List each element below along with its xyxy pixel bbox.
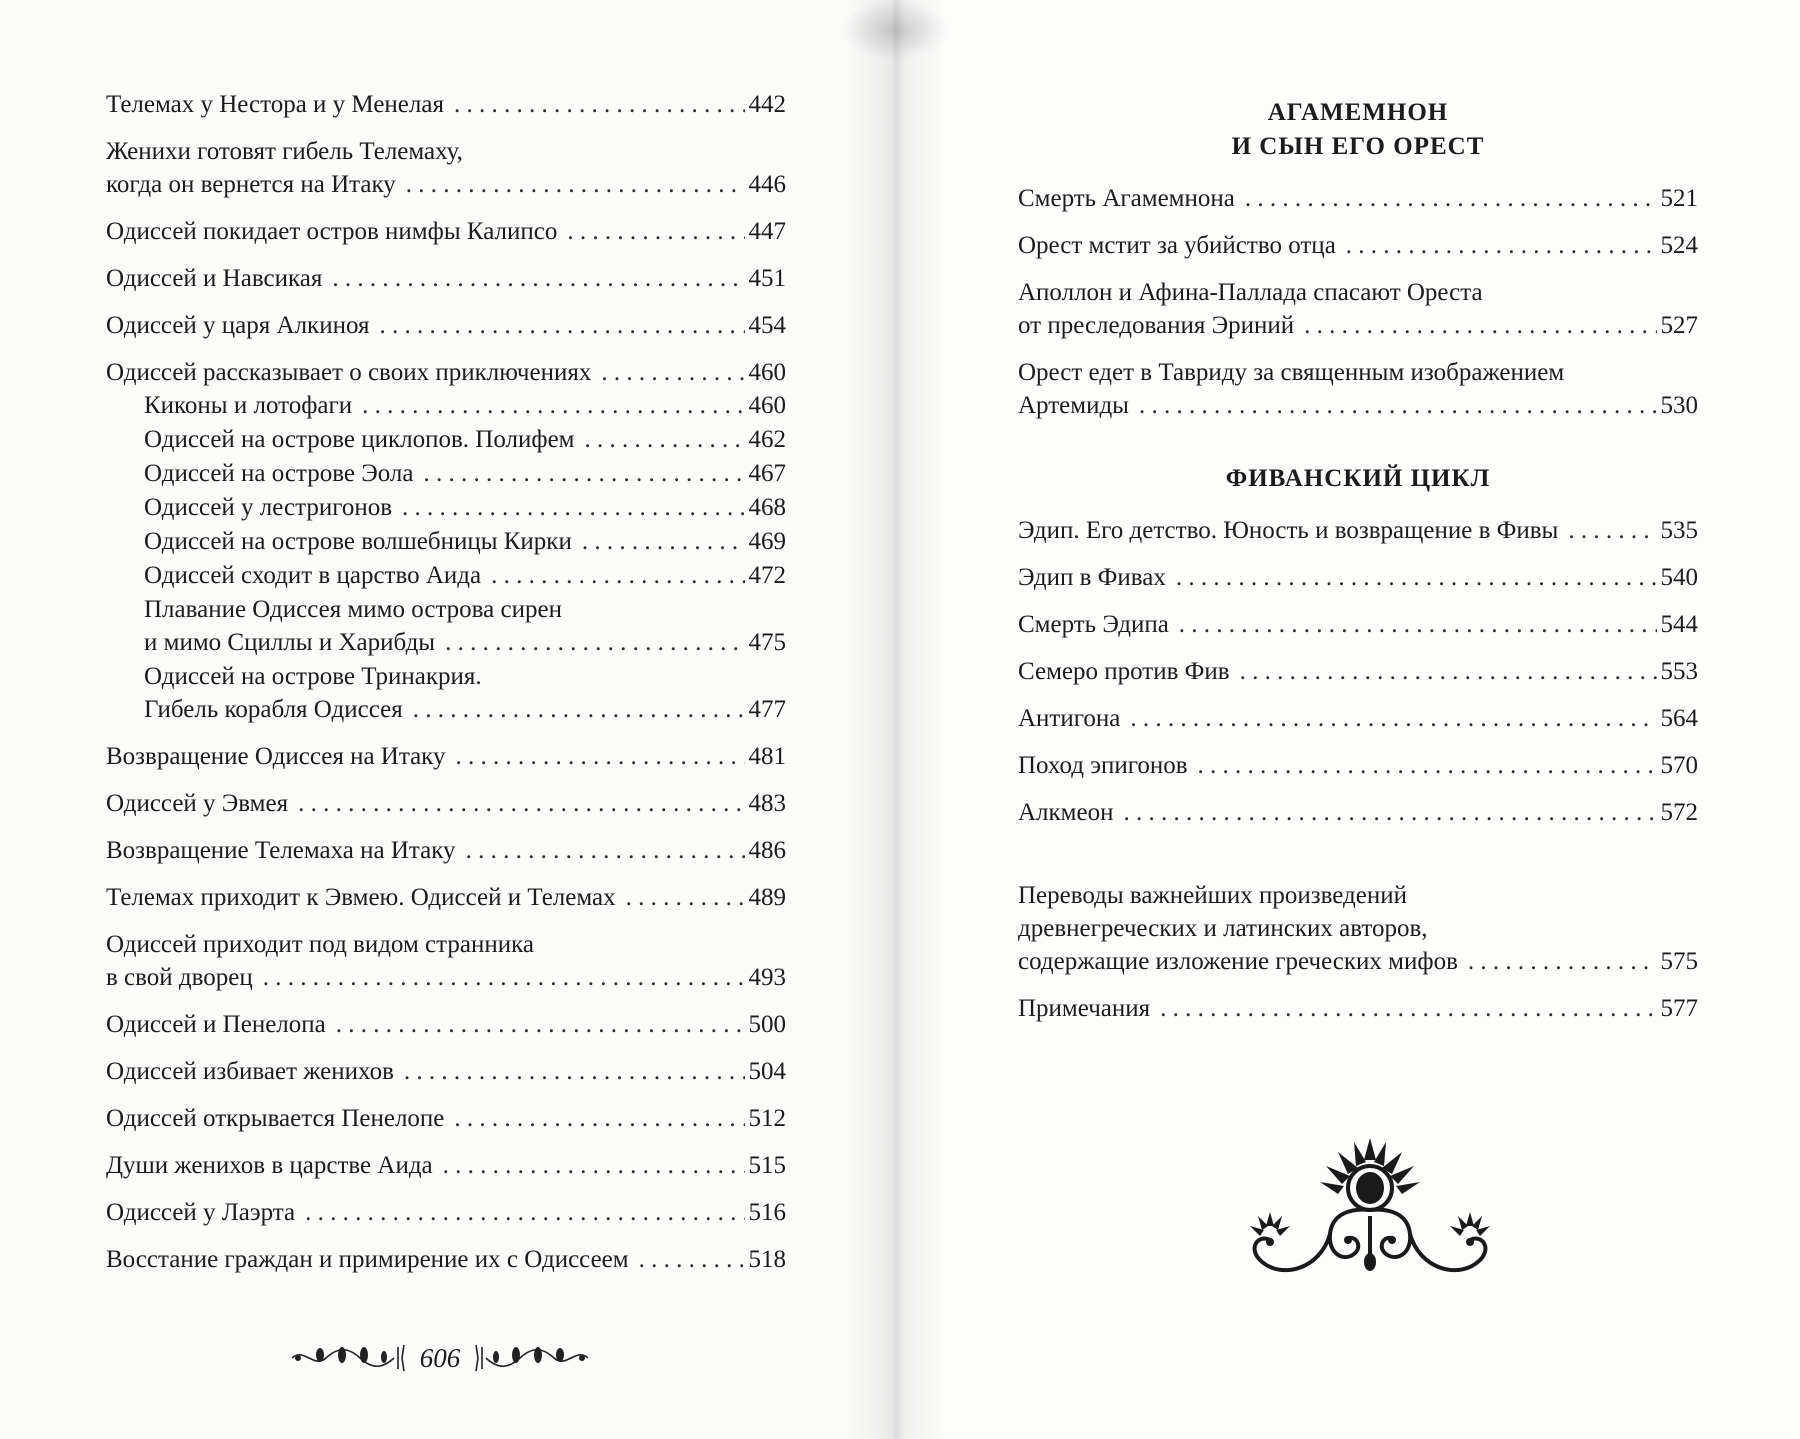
dot-leader <box>1176 561 1657 594</box>
dot-leader <box>379 309 744 342</box>
page-number: 606 <box>419 1342 461 1373</box>
toc-entry-title: Одиссей открывается Пенелопе <box>106 1105 445 1132</box>
toc-entry-title: Одиссей рассказывает о своих приключениях <box>106 359 592 386</box>
dot-leader <box>263 961 745 994</box>
toc-page-number: 451 <box>748 265 786 292</box>
right-vine-ornament-icon <box>470 1343 590 1373</box>
toc-page-number: 575 <box>1660 948 1698 975</box>
toc-entry-title: Одиссей на острове циклопов. Полифем <box>144 426 575 453</box>
dot-leader <box>1130 702 1656 735</box>
toc-entry <box>106 88 786 121</box>
toc-entry <box>106 356 786 389</box>
toc-entry <box>1018 879 1698 978</box>
toc-entry-title: Одиссей на острове волшебницы Кирки <box>144 528 572 555</box>
toc-entry-title: Семеро против Фив <box>1018 658 1230 685</box>
toc-entry-title: Одиссей и Навсикая <box>106 265 323 292</box>
toc-page-number: 454 <box>748 312 786 339</box>
toc-entry-title: Одиссей у царя Алкиноя <box>106 312 370 339</box>
toc-entry-title: Алкмеон <box>1018 799 1114 826</box>
toc-entry <box>1018 356 1698 422</box>
toc-page-number: 570 <box>1660 752 1698 779</box>
dot-leader <box>1245 182 1657 215</box>
toc-page-number: 481 <box>748 743 786 770</box>
toc-entry-title: Телемах приходит к Эвмею. Одиссей и Телемах <box>106 884 616 911</box>
toc-entry-title: Одиссей у лестригонов <box>144 494 393 521</box>
toc-entry-title: от преследования Эриний <box>1018 312 1295 339</box>
toc-page-number: 530 <box>1660 392 1698 419</box>
toc-subentry <box>106 491 786 524</box>
toc-entry <box>106 1149 786 1182</box>
toc-entry-title: Антигона <box>1018 705 1121 732</box>
spacer <box>1018 843 1698 879</box>
section-title <box>1018 96 1698 164</box>
toc-entry-title: древнегреческих и латинских авторов, <box>1018 915 1428 942</box>
dot-leader <box>402 491 744 524</box>
dot-leader <box>1304 309 1656 342</box>
toc-entry-title: Аполлон и Афина-Паллада спасают Ореста <box>1018 279 1483 306</box>
toc-entry <box>106 834 786 867</box>
toc-entry-title: Одиссей на острове Эола <box>144 460 414 487</box>
toc-page-number: 553 <box>1660 658 1698 685</box>
toc-page-number: 467 <box>748 460 786 487</box>
dot-leader <box>584 423 744 456</box>
toc-entry <box>106 1102 786 1135</box>
toc-entry <box>106 135 786 201</box>
toc-page-number: 544 <box>1660 611 1698 638</box>
toc-subentry <box>106 389 786 422</box>
toc-subentry <box>106 660 786 726</box>
left-vine-ornament-icon <box>290 1343 410 1373</box>
toc-page-number: 460 <box>748 392 786 419</box>
toc-page-number: 540 <box>1660 564 1698 591</box>
dot-leader <box>445 626 744 659</box>
toc-subentry <box>106 559 786 592</box>
toc-entry <box>106 928 786 994</box>
dot-leader <box>455 740 744 773</box>
toc-entry-title: Орест мстит за убийство отца <box>1018 232 1336 259</box>
page-footer <box>270 1338 610 1378</box>
toc-entry-title: Артемиды <box>1018 392 1129 419</box>
book-gutter <box>846 0 946 1439</box>
dot-leader <box>406 168 745 201</box>
dot-leader <box>1468 945 1657 978</box>
toc-page-number: 524 <box>1660 232 1698 259</box>
toc-entry <box>106 1008 786 1041</box>
toc-entry <box>1018 276 1698 342</box>
toc-entry <box>1018 561 1698 594</box>
toc-entry-title: Одиссей у Лаэрта <box>106 1199 296 1226</box>
toc-entry-title: Киконы и лотофаги <box>144 392 353 419</box>
toc-entry-title: Одиссей сходит в царство Аида <box>144 562 482 589</box>
toc-page-number: 442 <box>748 91 786 118</box>
toc-page-number: 564 <box>1660 705 1698 732</box>
toc-entry <box>106 215 786 248</box>
section-title-line: И СЫН ЕГО ОРЕСТ <box>1231 133 1485 160</box>
toc-page-number: 475 <box>748 629 786 656</box>
toc-entry-title: Возвращение Одиссея на Итаку <box>106 743 446 770</box>
toc-entry-title: Одиссей приходит под видом странника <box>106 931 534 958</box>
toc-entry <box>106 1055 786 1088</box>
toc-entry-title: когда он вернется на Итаку <box>106 171 396 198</box>
dot-leader <box>305 1196 744 1229</box>
toc-page-number: 460 <box>748 359 786 386</box>
dot-leader <box>491 559 744 592</box>
dot-leader <box>404 1055 745 1088</box>
toc-page-number: 572 <box>1660 799 1698 826</box>
toc-entry <box>1018 182 1698 215</box>
toc-page-number: 521 <box>1660 185 1698 212</box>
dot-leader <box>466 834 745 867</box>
toc-page-number: 446 <box>748 171 786 198</box>
toc-entry-title: Одиссей избивает женихов <box>106 1058 394 1085</box>
dot-leader <box>1139 389 1657 422</box>
toc-entry-title: Переводы важнейших произведений <box>1018 882 1408 909</box>
dot-leader <box>332 262 744 295</box>
section-title <box>1018 462 1698 496</box>
toc-entry <box>1018 608 1698 641</box>
toc-entry-title: Одиссей покидает остров нимфы Калипсо <box>106 218 558 245</box>
toc-entry-title: в свой дворец <box>106 964 253 991</box>
toc-entry <box>106 1196 786 1229</box>
toc-entry-title: Гибель корабля Одиссея <box>144 696 403 723</box>
toc-page-number: 483 <box>748 790 786 817</box>
toc-entry <box>106 740 786 773</box>
toc-page-number: 515 <box>748 1152 786 1179</box>
toc-page-number: 472 <box>748 562 786 589</box>
toc-entry-title: Одиссей у Эвмея <box>106 790 289 817</box>
toc-page-number: 512 <box>748 1105 786 1132</box>
section-title-line: АГАМЕМНОН <box>1267 99 1449 126</box>
section-title-line: ФИВАНСКИЙ ЦИКЛ <box>1225 465 1491 492</box>
toc-subentry <box>106 423 786 456</box>
dot-leader <box>454 1102 744 1135</box>
toc-entry-title: Смерть Эдипа <box>1018 611 1169 638</box>
toc-entry-title: Плавание Одиссея мимо острова сирен <box>144 596 562 623</box>
toc-page-number: 518 <box>748 1246 786 1273</box>
dot-leader <box>1123 796 1656 829</box>
toc-subentry <box>106 457 786 490</box>
dot-leader <box>1240 655 1657 688</box>
toc-page-number: 504 <box>748 1058 786 1085</box>
toc-entry-title: Поход эпигонов <box>1018 752 1188 779</box>
dot-leader <box>626 881 745 914</box>
dot-leader <box>298 787 744 820</box>
toc-entry <box>106 309 786 342</box>
toc-page-number: 469 <box>748 528 786 555</box>
right-table-of-contents <box>1018 96 1698 1039</box>
palmette-ornament-icon <box>1220 1130 1520 1300</box>
toc-page-number: 468 <box>748 494 786 521</box>
toc-entry-title: Женихи готовят гибель Телемаху, <box>106 138 463 165</box>
toc-entry <box>1018 702 1698 735</box>
toc-page-number: 489 <box>748 884 786 911</box>
toc-page-number: 493 <box>748 964 786 991</box>
toc-entry-title: Одиссей на острове Тринакрия. <box>144 663 482 690</box>
toc-entry-title: Эдип в Фивах <box>1018 564 1166 591</box>
dot-leader <box>1346 229 1657 262</box>
toc-entry <box>1018 749 1698 782</box>
toc-entry-title: и мимо Сциллы и Харибды <box>144 629 436 656</box>
toc-entry-title: Одиссей и Пенелопа <box>106 1011 326 1038</box>
dot-leader <box>336 1008 745 1041</box>
toc-page-number: 516 <box>748 1199 786 1226</box>
dot-leader <box>443 1149 745 1182</box>
toc-page-number: 462 <box>748 426 786 453</box>
dot-leader <box>1160 992 1656 1025</box>
toc-entry-title: Эдип. Его детство. Юность и возвращение в Фивы <box>1018 517 1559 544</box>
toc-entry <box>1018 514 1698 547</box>
dot-leader <box>413 693 745 726</box>
toc-entry-title: Телемах у Нестора и у Менелая <box>106 91 444 118</box>
left-table-of-contents <box>106 88 786 1290</box>
dot-leader <box>1179 608 1657 641</box>
dot-leader <box>423 457 744 490</box>
toc-page-number: 500 <box>748 1011 786 1038</box>
toc-entry <box>1018 655 1698 688</box>
toc-page-number: 527 <box>1660 312 1698 339</box>
toc-entry <box>1018 796 1698 829</box>
toc-entry-title: Души женихов в царстве Аида <box>106 1152 433 1179</box>
toc-entry <box>106 787 786 820</box>
toc-entry-title: Возвращение Телемаха на Итаку <box>106 837 456 864</box>
toc-page-number: 447 <box>748 218 786 245</box>
toc-entry <box>1018 229 1698 262</box>
dot-leader <box>582 525 745 558</box>
toc-entry-title: содержащие изложение греческих мифов <box>1018 948 1458 975</box>
toc-entry <box>106 881 786 914</box>
toc-subentry <box>106 525 786 558</box>
toc-page-number: 486 <box>748 837 786 864</box>
toc-page-number: 535 <box>1660 517 1698 544</box>
toc-entry-title: Примечания <box>1018 995 1151 1022</box>
dot-leader <box>362 389 744 422</box>
toc-entry <box>1018 992 1698 1025</box>
toc-entry <box>106 262 786 295</box>
dot-leader <box>601 356 744 389</box>
dot-leader <box>1198 749 1657 782</box>
toc-entry-title: Смерть Агамемнона <box>1018 185 1235 212</box>
toc-page-number: 477 <box>748 696 786 723</box>
dot-leader <box>567 215 744 248</box>
toc-entry-title: Орест едет в Тавриду за священным изображением <box>1018 359 1565 386</box>
dot-leader <box>1568 514 1656 547</box>
toc-entry-title: Восстание граждан и примирение их с Одиссеем <box>106 1246 629 1273</box>
dot-leader <box>639 1243 745 1276</box>
gutter-shadow <box>840 0 950 60</box>
toc-subentry <box>106 593 786 659</box>
toc-page-number: 577 <box>1660 995 1698 1022</box>
toc-entry <box>106 1243 786 1276</box>
dot-leader <box>454 88 745 121</box>
